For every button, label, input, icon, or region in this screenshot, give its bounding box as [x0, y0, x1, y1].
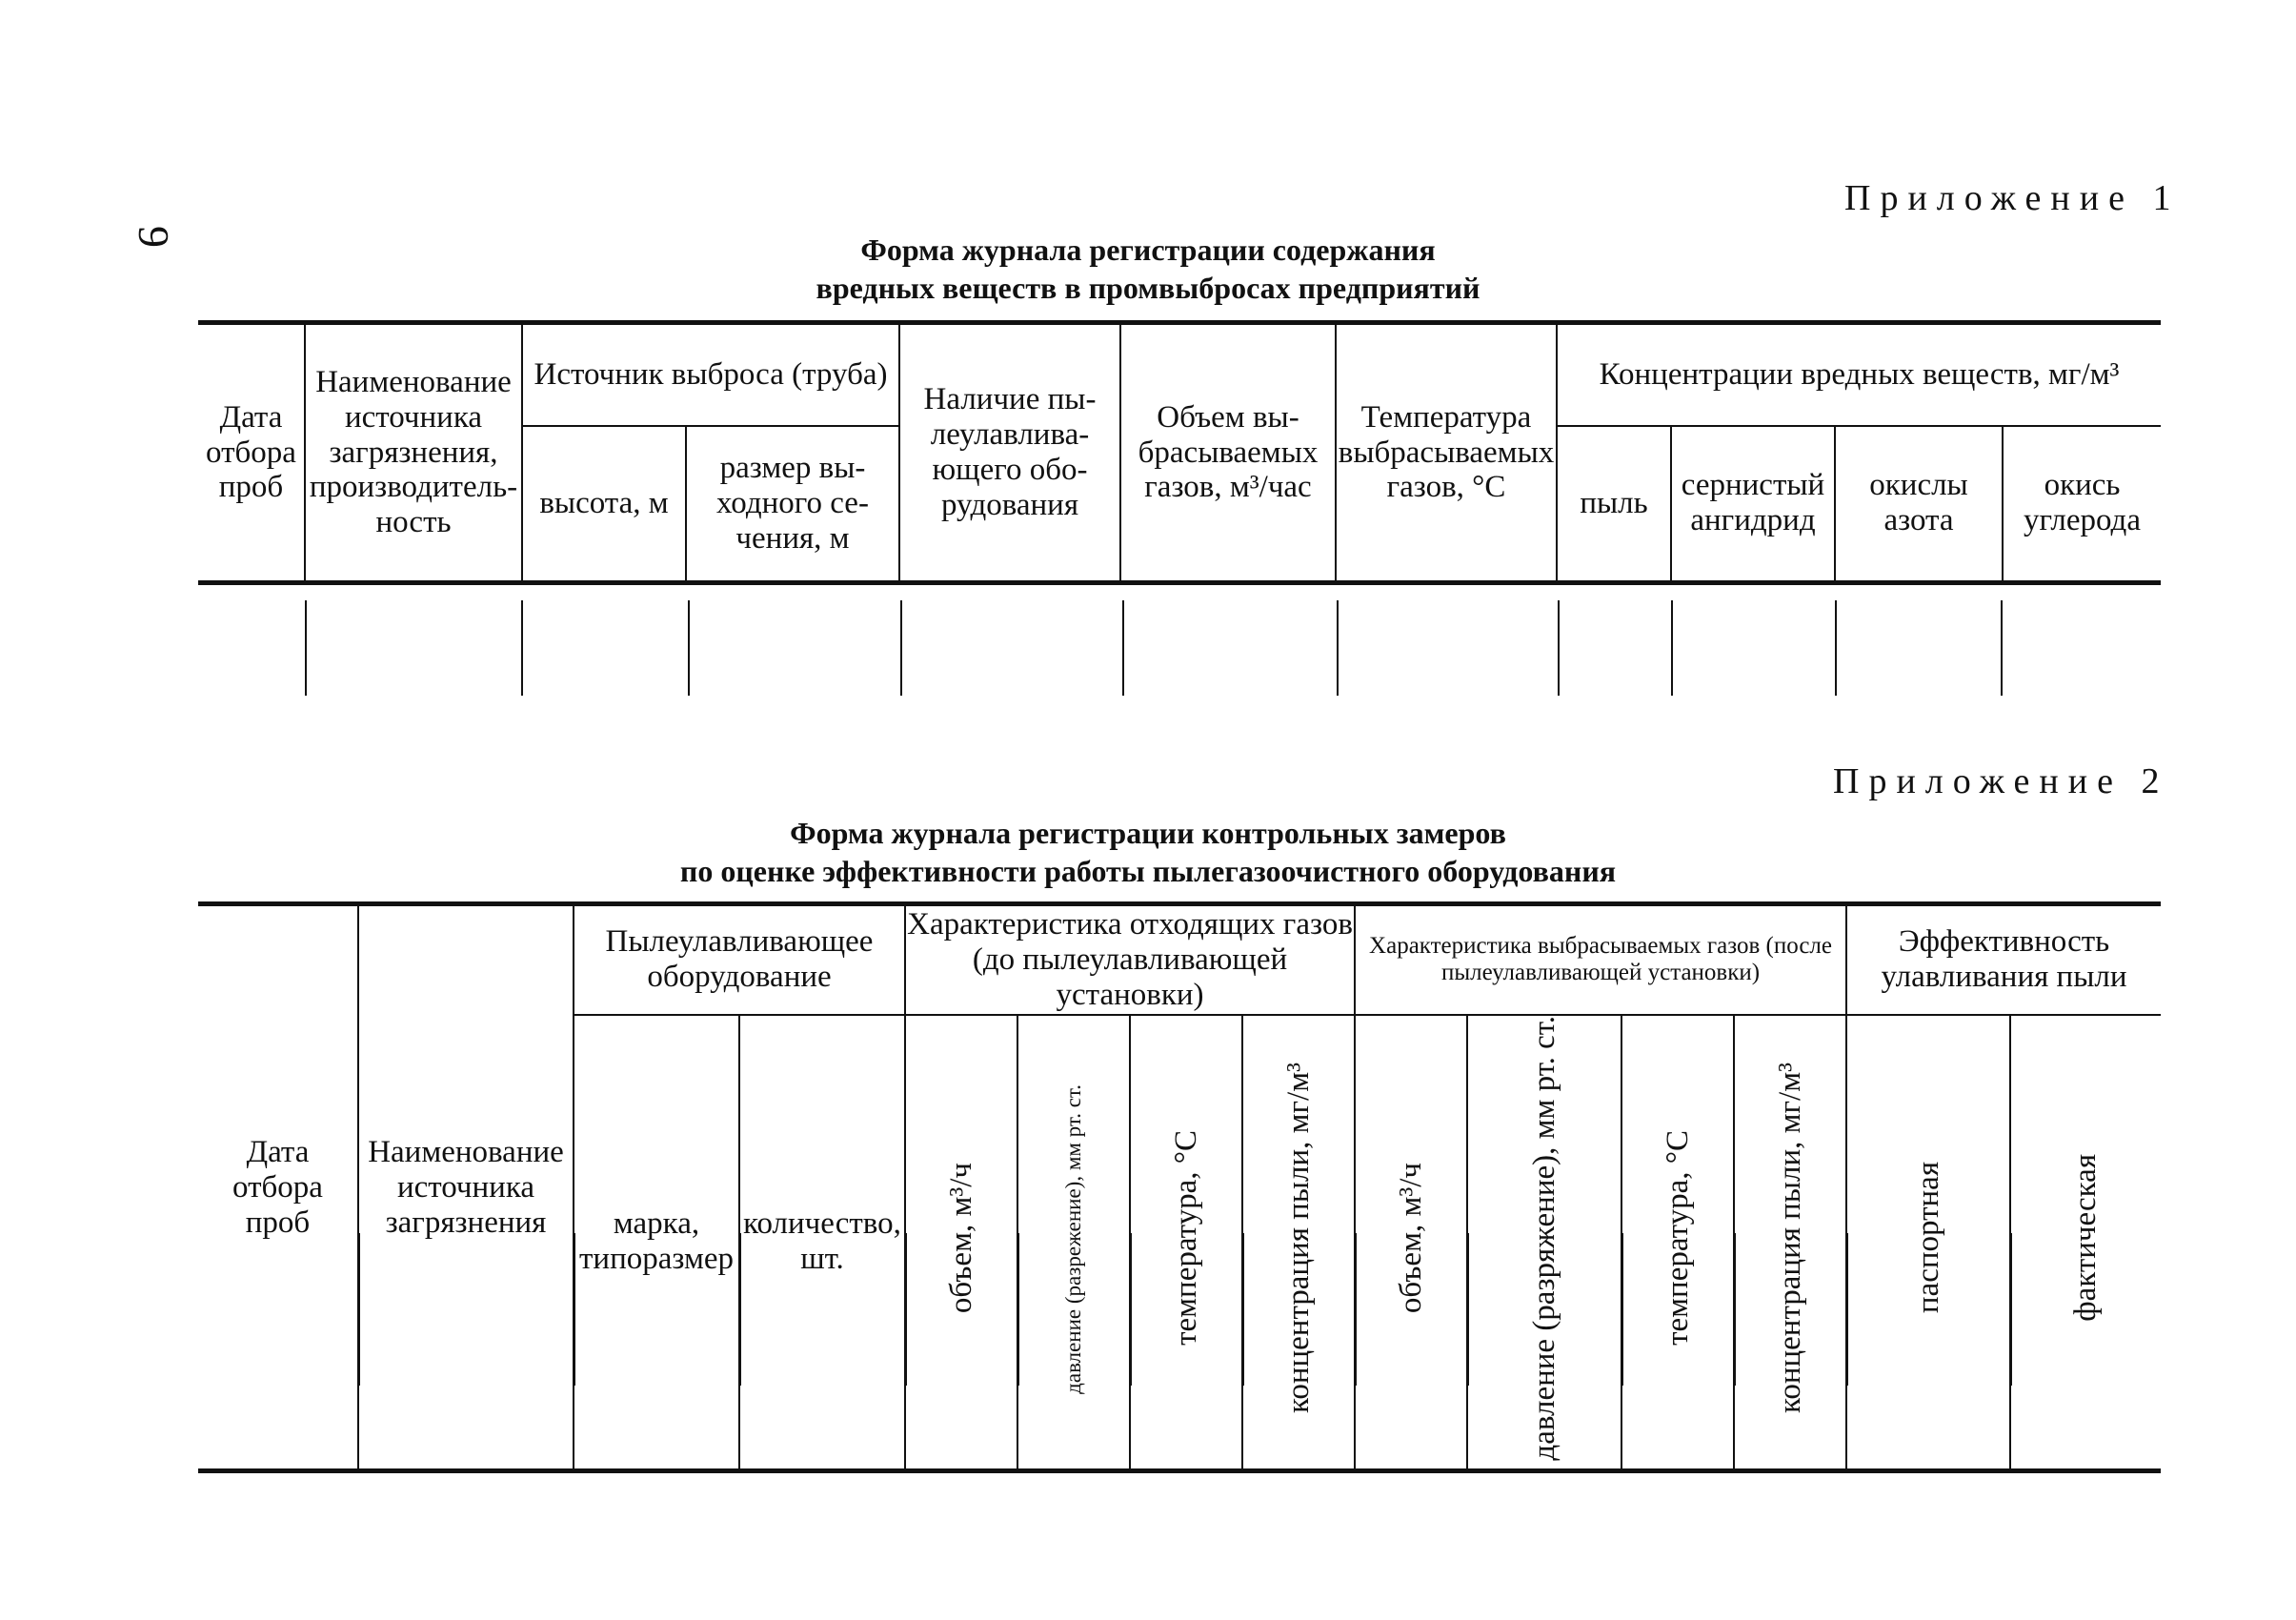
col-pipe: Источник выброса (труба): [522, 323, 899, 426]
col-out-temp: температура, °С: [1168, 1129, 1203, 1346]
col-out-volume: объем, м³/ч: [943, 1162, 978, 1313]
col-sulfur: сернистый ангидрид: [1671, 426, 1835, 583]
col-gas-temp: Температура выбрасываемых газов, °С: [1336, 323, 1557, 583]
appendix-1-title-line1: Форма журнала регистрации содержания: [860, 233, 1436, 267]
col-date: Дата отбора проб: [206, 399, 296, 505]
col-outgoing-gases: Характеристика отходящих газов (до пылеулавливающей установки): [905, 904, 1355, 1015]
col-dust: пыль: [1557, 426, 1671, 583]
appendix-1-title: [191, 231, 2105, 307]
col-nitrogen: окислы азота: [1835, 426, 2003, 583]
appendix-2-title-line2: по оценке эффективности работы пылегазоочистного оборудования: [679, 854, 1617, 888]
col-pipe-height: высота, м: [522, 426, 686, 583]
col-efficiency: Эффективность улавливания пыли: [1846, 904, 2161, 1015]
col-gas-volume: Объем выбрасываемых газов, м³/час: [1120, 323, 1336, 583]
appendix-1-title-line2: вредных веществ в промвыбросах предприятий: [816, 271, 1480, 305]
appendix-1-label: Приложение 1: [1844, 178, 2181, 218]
appendix-1-table: [198, 320, 2161, 585]
col-concentrations: Концентрации вредных веществ, мг/м³: [1557, 323, 2161, 426]
appendix-2-title-line1: Форма журнала регистрации контрольных замеров: [790, 816, 1506, 850]
col-dust-equipment: Наличие пылеулавливающего оборудования: [899, 323, 1120, 583]
col-pipe-size: размер выходного сечения, м: [686, 426, 899, 583]
col-emitted-gases: Характеристика выбрасываемых газов (после пылеулавливающей установки): [1355, 904, 1846, 1015]
col-em-conc: концентрация пыли, мг/м³: [1772, 1062, 1807, 1413]
col-passport: паспортная: [1910, 1162, 1945, 1314]
col-em-volume: объем, м³/ч: [1393, 1162, 1428, 1313]
col-out-pressure: давление (разрежение), мм рт. ст.: [1061, 1083, 1086, 1394]
appendix-2-table: [198, 901, 2161, 1473]
appendix-2-label: Приложение 2: [1833, 761, 2169, 801]
col-equipment: Пылеулавливающее оборудование: [574, 904, 905, 1015]
col-brand: марка, типоразмер: [574, 1015, 739, 1471]
col-em-pressure: давление (разряжение), мм рт. ст.: [1526, 1015, 1561, 1461]
appendix-2-title: [191, 814, 2105, 890]
page-number: 9: [130, 226, 178, 248]
col-quantity: количество, шт.: [739, 1015, 905, 1471]
col-carbon: окись углерода: [2003, 426, 2161, 583]
col-source-name: Наименование источника загрязнения, производительность: [305, 323, 522, 583]
col-out-conc: концентрация пыли, мг/м³: [1280, 1062, 1316, 1413]
col-em-temp: температура, °С: [1660, 1129, 1695, 1346]
col-source-name: Наименование источника загрязнения: [358, 904, 574, 1471]
col-actual: фактическая: [2068, 1153, 2104, 1322]
col-date: Дата отбора проб: [232, 1134, 323, 1240]
